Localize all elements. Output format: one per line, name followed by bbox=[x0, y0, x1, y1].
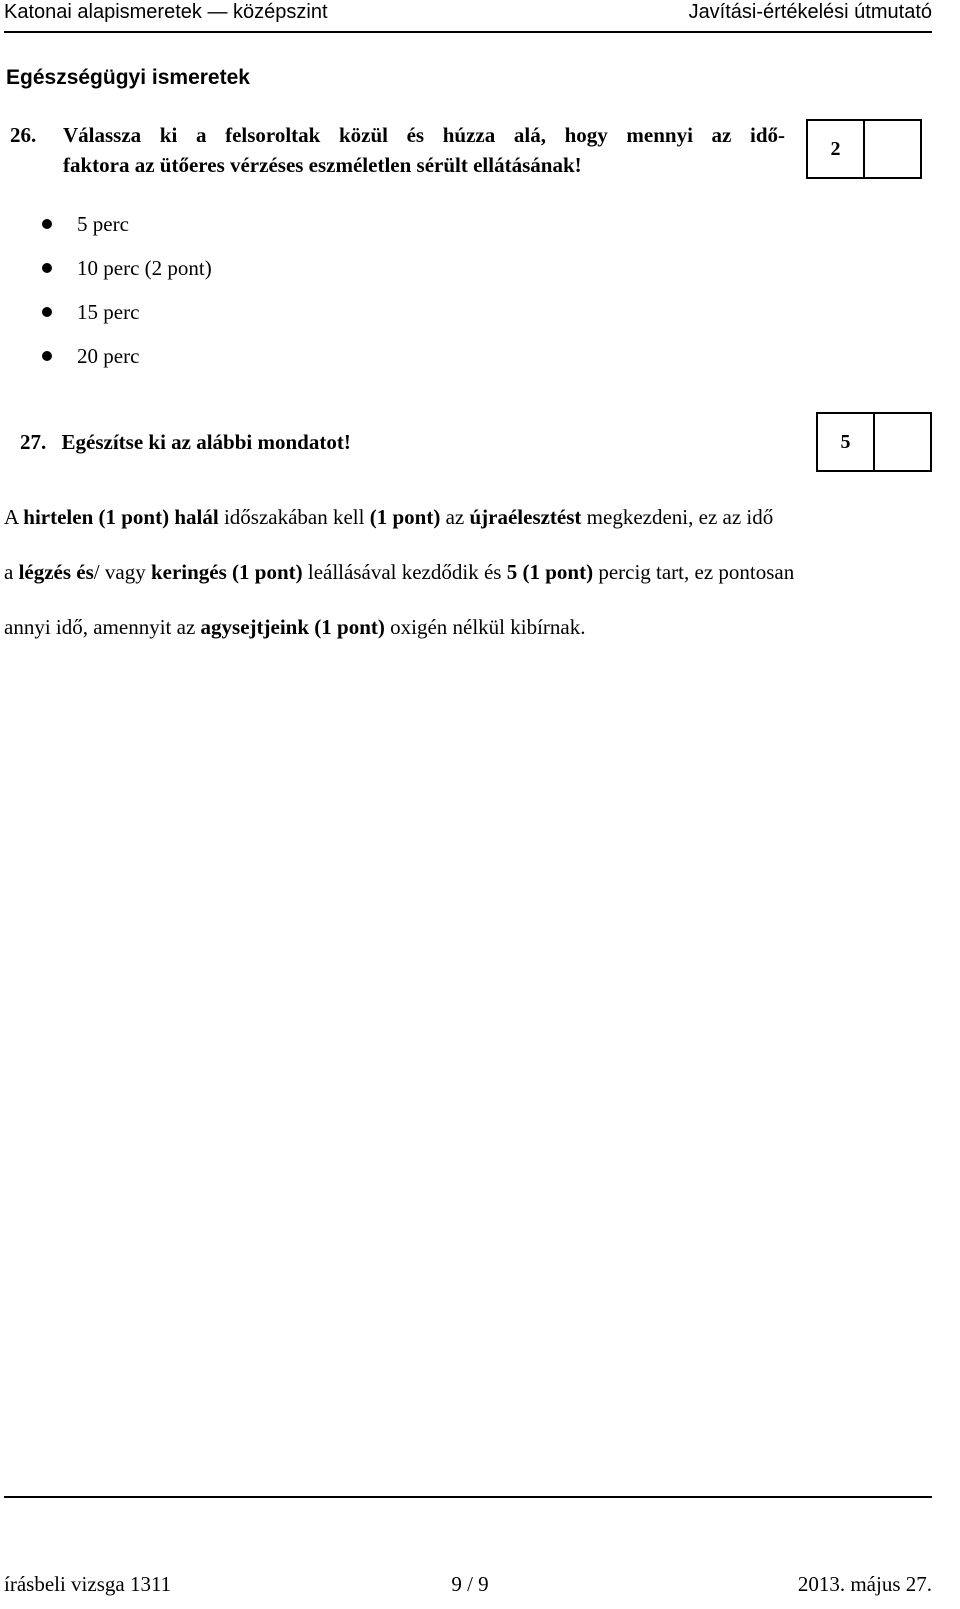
text-span: percig tart, ez pontosan bbox=[593, 560, 795, 584]
option-label: 15 perc bbox=[77, 300, 140, 324]
footer-left: írásbeli vizsga 1311 bbox=[4, 1572, 172, 1596]
text-span: annyi idő, amennyit az bbox=[4, 615, 201, 639]
section-title: Egészségügyi ismeretek bbox=[6, 66, 250, 89]
answer-keyword: hirtelen (1 pont) halál bbox=[23, 505, 219, 529]
score-max-27: 5 bbox=[840, 430, 851, 453]
option-label: 20 perc bbox=[77, 344, 140, 368]
list-item bbox=[42, 246, 212, 290]
answer-line-3 bbox=[4, 600, 586, 655]
score-box-26 bbox=[806, 119, 922, 179]
option-label: 10 perc (2 pont) bbox=[77, 256, 212, 280]
question-26 bbox=[10, 120, 785, 180]
header-rule bbox=[4, 31, 932, 33]
answer-keyword: újraélesztést bbox=[469, 505, 582, 529]
answer-keyword: (1 pont) bbox=[369, 505, 441, 529]
text-span: A bbox=[4, 505, 24, 529]
list-item bbox=[42, 334, 212, 378]
question-27-text: Egészítse ki az alábbi mondatot! bbox=[61, 430, 351, 454]
answer-keyword: agysejtjeink (1 pont) bbox=[200, 615, 385, 639]
answer-options-26 bbox=[42, 202, 212, 378]
answer-keyword: keringés (1 pont) bbox=[150, 560, 303, 584]
footer-rule bbox=[4, 1496, 932, 1498]
question-27 bbox=[20, 427, 760, 457]
score-earned-27 bbox=[873, 414, 930, 470]
text-span: megkezdeni, ez az idő bbox=[581, 505, 774, 529]
question-27-number: 27. bbox=[20, 430, 47, 454]
text-span: a bbox=[4, 560, 19, 584]
header-left: Katonai alapismeretek — középszint bbox=[4, 1, 328, 23]
bullet-icon bbox=[42, 263, 52, 273]
answer-keyword: 5 (1 pont) bbox=[506, 560, 594, 584]
footer-page-number: 9 / 9 bbox=[451, 1572, 489, 1596]
score-box-27 bbox=[816, 412, 932, 472]
list-item bbox=[42, 202, 212, 246]
score-max-26: 2 bbox=[830, 137, 841, 160]
bullet-icon bbox=[42, 351, 52, 361]
score-earned-26 bbox=[863, 121, 920, 177]
answer-keyword: légzés és bbox=[18, 560, 94, 584]
text-span: időszakában kell bbox=[218, 505, 370, 529]
text-span: az bbox=[440, 505, 470, 529]
bullet-icon bbox=[42, 307, 52, 317]
question-26-text-line2: faktora az ütőeres vérzéses eszméletlen sérült ellátásának! bbox=[63, 153, 582, 177]
question-26-text-line1: Válassza ki a felsoroltak közül és húzza alá, hogy mennyi az idő- bbox=[63, 123, 785, 147]
question-26-number: 26. bbox=[10, 123, 37, 147]
answer-line-1 bbox=[4, 490, 773, 545]
footer-date: 2013. május 27. bbox=[797, 1572, 932, 1596]
text-span: / vagy bbox=[93, 560, 151, 584]
list-item bbox=[42, 290, 212, 334]
header-right: Javítási-értékelési útmutató bbox=[688, 1, 932, 23]
text-span: oxigén nélkül kibírnak. bbox=[384, 615, 586, 639]
option-label: 5 perc bbox=[77, 212, 129, 236]
text-span: leállásával kezdődik és bbox=[302, 560, 507, 584]
bullet-icon bbox=[42, 219, 52, 229]
answer-line-2 bbox=[4, 545, 794, 600]
